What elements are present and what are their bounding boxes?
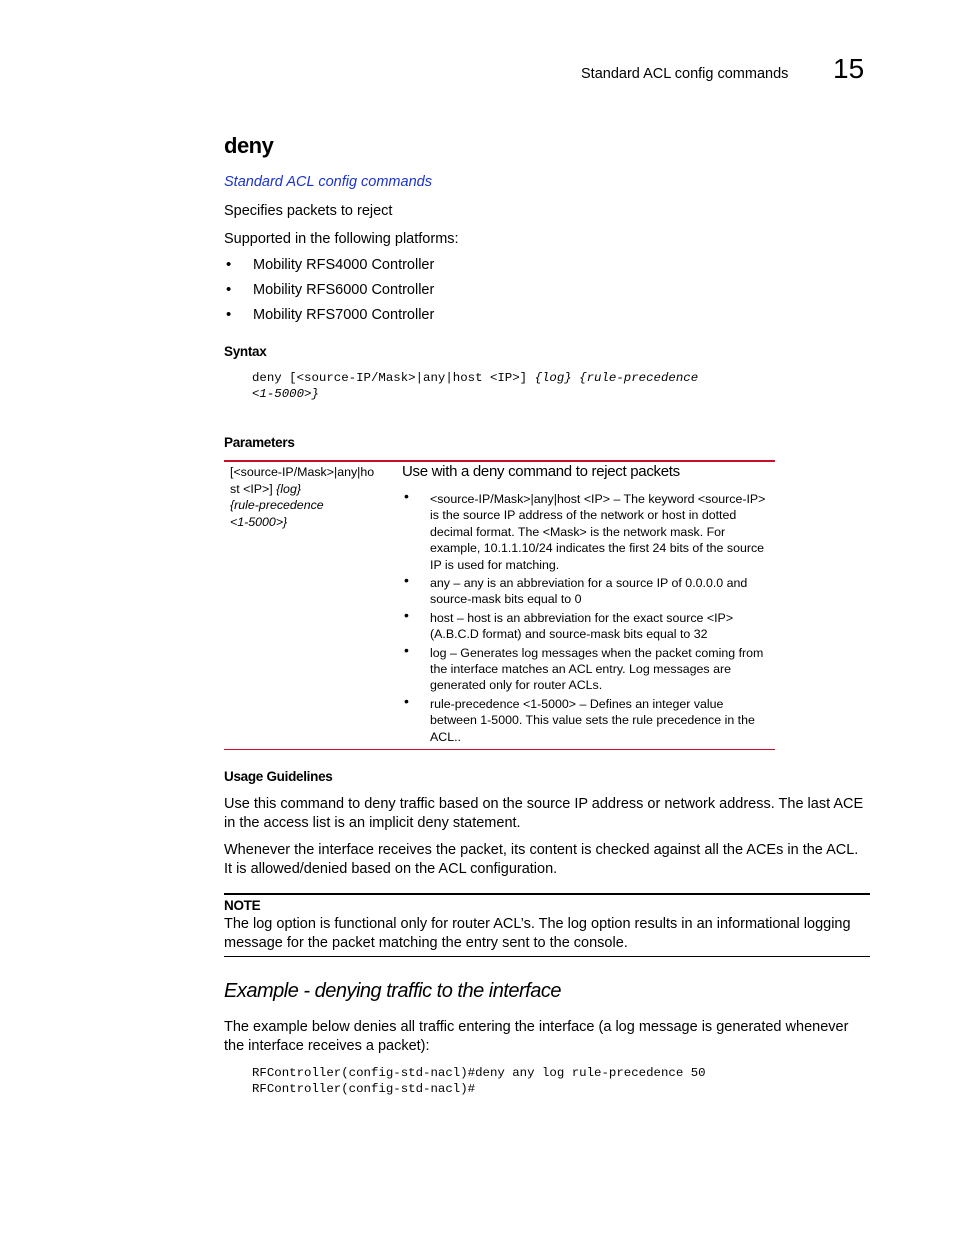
syntax-options: {log} {rule-precedence xyxy=(534,371,699,385)
param-log: {log} xyxy=(276,481,301,496)
page-title: deny xyxy=(224,133,274,158)
parameter-name-cell xyxy=(230,464,390,530)
chapter-number: 15 xyxy=(833,53,865,84)
platforms-intro: Supported in the following platforms: xyxy=(224,231,459,247)
list-item: • rule-precedence <1-5000> – Defines an integer value between 1-5000. This value sets the rule precedence in the ACL.. xyxy=(402,696,772,745)
syntax-heading: Syntax xyxy=(224,344,267,359)
table-top-rule xyxy=(224,460,775,462)
syntax-command: deny [<source-IP/Mask>|any|host <IP>] xyxy=(252,371,535,385)
param-line: <1-5000>} xyxy=(230,514,288,529)
example-heading: Example - denying traffic to the interface xyxy=(224,980,561,1002)
list-item: • log – Generates log messages when the packet coming from the interface matches an ACL entry. Log messages are generated only for router ACLs. xyxy=(402,645,772,694)
usage-heading: Usage Guidelines xyxy=(224,769,333,784)
note-top-rule xyxy=(224,893,870,895)
code-line-1: RFController(config-std-nacl)#deny any log rule-precedence 50 xyxy=(252,1066,706,1080)
list-item: • Mobility RFS4000 Controller xyxy=(226,257,434,282)
list-item: • Mobility RFS6000 Controller xyxy=(226,282,434,307)
breadcrumb-link[interactable]: Standard ACL config commands xyxy=(224,174,432,190)
note-bottom-rule xyxy=(224,956,870,957)
note-text: The log option is functional only for router ACL’s. The log option results in an informational logging message for the packet matching the entry sent to the console. xyxy=(224,916,851,951)
list-item: • Mobility RFS7000 Controller xyxy=(226,307,434,332)
syntax-line-1 xyxy=(252,370,698,386)
running-header-section: Standard ACL config commands xyxy=(581,66,789,82)
parameter-description-heading: Use with a deny command to reject packets xyxy=(402,463,680,480)
parameter-description-list xyxy=(402,491,772,747)
code-line-2: RFController(config-std-nacl)# xyxy=(252,1082,476,1096)
list-item: • any – any is an abbreviation for a source IP of 0.0.0.0 and source-mask bits equal to 0 xyxy=(402,575,772,608)
table-bottom-rule xyxy=(224,749,775,750)
description: Specifies packets to reject xyxy=(224,203,393,219)
list-item: • host – host is an abbreviation for the exact source <IP> (A.B.C.D format) and source-mask bits equal to 32 xyxy=(402,610,772,643)
param-line: {rule-precedence xyxy=(230,498,324,512)
usage-paragraph-1: Use this command to deny traffic based on the source IP address or network address. The last ACE in the access list is an implicit deny statement. xyxy=(224,796,864,831)
param-line xyxy=(230,481,390,498)
note-label: NOTE xyxy=(224,898,261,913)
example-intro: The example below denies all traffic entering the interface (a log message is generated whenever the interface receives a packet): xyxy=(224,1019,849,1054)
parameters-heading: Parameters xyxy=(224,435,295,450)
list-item: • <source-IP/Mask>|any|host <IP> – The keyword <source-IP> is the source IP address of the network or host in dotted decimal format. The <Mask> is the network mask. For example, 10.1.1.10/24 indicates the first 24 bits of the source IP is used for matching. xyxy=(402,491,772,573)
syntax-line-2: <1-5000>} xyxy=(252,387,319,401)
usage-paragraph-2: Whenever the interface receives the packet, its content is checked against all the ACEs in the ACL. It is allowed/denied based on the ACL configuration. xyxy=(224,842,859,877)
platform-list xyxy=(226,257,434,332)
param-line: [<source-IP/Mask>|any|ho xyxy=(230,465,375,479)
param-host: st <IP>] xyxy=(230,481,277,496)
